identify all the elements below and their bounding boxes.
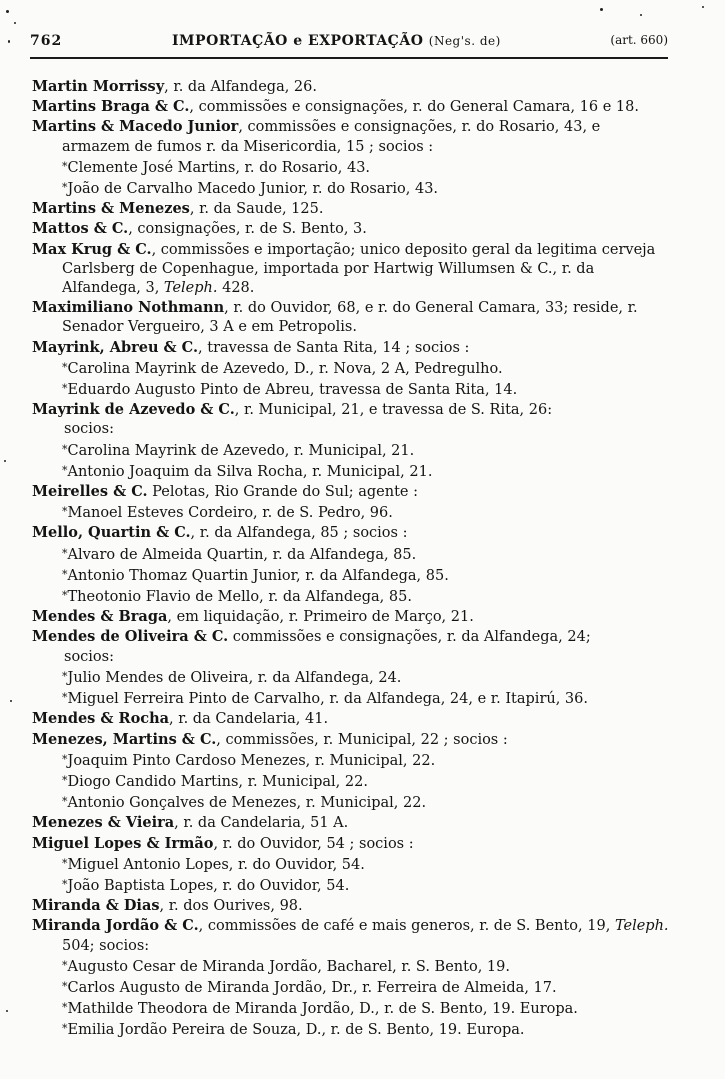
partner-text: Eduardo Augusto Pinto de Abreu, travessa de Santa Rita, 14. [67, 382, 518, 399]
partner-entry [32, 750, 672, 771]
firm-details: , em liquidação, r. Primeiro de Março, 21. [167, 609, 474, 626]
asterisk-mark: * [62, 856, 68, 870]
asterisk-mark: * [62, 382, 68, 396]
firm-entry [32, 813, 672, 833]
partner-entry [32, 792, 672, 813]
partner-text: Julio Mendes de Oliveira, r. da Alfandega, 24. [67, 669, 402, 686]
firm-entry [32, 834, 672, 854]
partner-entry [32, 977, 672, 998]
firm-entry [32, 523, 672, 543]
firm-name: Miguel Lopes & Irmão [32, 834, 214, 852]
firm-details: , travessa de Santa Rita, 14 ; socios : [198, 339, 470, 356]
firm-details: , r. do Ouvidor, 68, e r. do General Camara, 33; reside, r. Senador Vergueiro, 3 A e em Petropolis. [62, 300, 638, 336]
partner-entry [32, 586, 672, 607]
socios-text: socios: [64, 648, 114, 665]
firm-name: Mattos & C. [32, 220, 129, 238]
firm-name: Mendes & Braga [32, 608, 168, 626]
firm-details: , commissões e consignações, r. do General Camara, 16 e 18. [189, 99, 639, 116]
firm-name: Maximiliano Nothmann [32, 299, 225, 317]
firm-name: Martins & Menezes [32, 200, 190, 218]
firm-entry [32, 400, 672, 420]
asterisk-mark: * [62, 1022, 68, 1036]
partner-text: João de Carvalho Macedo Junior, r. do Rosario, 43. [67, 181, 439, 198]
partner-text: Joaquim Pinto Cardoso Menezes, r. Municipal, 22. [67, 752, 436, 769]
asterisk-mark: * [62, 159, 68, 173]
partner-entry [32, 956, 672, 977]
partner-entry [32, 667, 672, 688]
firm-entry [32, 77, 672, 97]
firm-entry [32, 896, 672, 916]
firm-entry [32, 117, 672, 156]
firm-details-tail: 428. [217, 280, 255, 297]
firm-name: Martin Morrissy [32, 78, 165, 95]
running-title-main: IMPORTAÇÃO e EXPORTAÇÃO [172, 33, 424, 49]
firm-details: , r. da Candelaria, 51 A. [174, 815, 349, 832]
firm-details: , r. da Alfandega, 26. [164, 79, 317, 95]
asterisk-mark: * [62, 442, 68, 456]
firm-entry [32, 219, 672, 239]
asterisk-mark: * [62, 958, 68, 972]
firm-name: Max Krug & C. [32, 240, 152, 258]
running-title [172, 33, 501, 49]
firm-name: Mendes & Rocha [32, 710, 170, 728]
partner-entry [32, 688, 672, 709]
partner-entry [32, 157, 672, 178]
firm-entry [32, 730, 672, 750]
asterisk-mark: * [62, 795, 68, 809]
telephone-label: Teleph. [614, 918, 669, 935]
partner-text: Carolina Mayrink de Azevedo, r. Municipal, 21. [67, 442, 415, 459]
firm-entry [32, 627, 672, 647]
partner-text: Miguel Ferreira Pinto de Carvalho, r. da Alfandega, 24, e r. Itapirú, 36. [67, 691, 588, 708]
asterisk-mark: * [62, 567, 68, 581]
firm-name: Mayrink, Abreu & C. [32, 338, 199, 356]
running-title-sub: (Neg's. de) [428, 34, 501, 48]
firm-entry [32, 97, 672, 117]
firm-name: Martins Braga & C. [32, 98, 190, 116]
partner-entry [32, 565, 672, 586]
asterisk-mark: * [62, 877, 68, 891]
partner-entry [32, 544, 672, 565]
firm-details: , r. do Ouvidor, 54 ; socios : [213, 835, 414, 852]
firm-name: Mayrink de Azevedo & C. [32, 401, 235, 419]
partner-text: Manoel Esteves Cordeiro, r. de S. Pedro, 96. [67, 505, 393, 522]
asterisk-mark: * [62, 752, 68, 766]
partner-text: Diogo Candido Martins, r. Municipal, 22. [67, 773, 368, 790]
partner-text: Carlos Augusto de Miranda Jordão, Dr., r. Ferreira de Almeida, 17. [67, 979, 557, 996]
partner-text: Mathilde Theodora de Miranda Jordão, D., r. de S. Bento, 19. Europa. [67, 1001, 578, 1018]
asterisk-mark: * [62, 505, 68, 519]
firm-name: Mendes de Oliveira & C. [32, 628, 229, 646]
firm-name: Menezes, Martins & C. [32, 730, 217, 748]
firm-entry [32, 709, 672, 729]
partner-entry [32, 998, 672, 1019]
firm-details: , consignações, r. de S. Bento, 3. [128, 221, 367, 238]
partner-entry [32, 178, 672, 199]
firm-details: , r. da Candelaria, 41. [169, 711, 329, 728]
firm-details: , r. da Saude, 125. [189, 201, 324, 218]
firm-details: , commissões de café e mais generos, r. de S. Bento, 19, [198, 918, 615, 935]
partner-entry [32, 854, 672, 875]
firm-details: , commissões, r. Municipal, 22 ; socios : [216, 731, 508, 748]
firm-details: , commissões e consignações, r. do Rosario, 43, e armazem de fumos r. da Misericordia, 15 ; socios : [62, 119, 601, 155]
firm-entry [32, 338, 672, 358]
asterisk-mark: * [62, 691, 68, 705]
firm-entry [32, 482, 672, 502]
partner-text: Antonio Gonçalves de Menezes, r. Municipal, 22. [67, 795, 427, 812]
socios-text: socios: [64, 421, 114, 438]
partner-entry [32, 1019, 672, 1040]
firm-details: commissões e consignações, r. da Alfandega, 24; [228, 629, 591, 646]
partner-entry [32, 875, 672, 896]
article-reference: (art. 660) [610, 33, 668, 47]
firm-entry [32, 916, 672, 955]
asterisk-mark: * [62, 463, 68, 477]
socios-label [32, 648, 672, 667]
firm-entry [32, 199, 672, 219]
asterisk-mark: * [62, 979, 68, 993]
header-rule [30, 57, 668, 59]
partner-entry [32, 379, 672, 400]
partner-text: Augusto Cesar de Miranda Jordão, Bacharel, r. S. Bento, 19. [67, 958, 510, 975]
firm-name: Miranda & Dias [32, 897, 160, 915]
partner-entry [32, 771, 672, 792]
partner-text: Clemente José Martins, r. do Rosario, 43. [67, 159, 371, 176]
partner-text: Alvaro de Almeida Quartin, r. da Alfandega, 85. [67, 546, 417, 563]
firm-name: Meirelles & C. [32, 483, 148, 501]
partner-entry [32, 440, 672, 461]
partner-text: Antonio Thomaz Quartin Junior, r. da Alfandega, 85. [67, 567, 449, 584]
firm-name: Menezes & Vieira [32, 814, 175, 832]
firm-details: , r. Municipal, 21, e travessa de S. Rita, 26: [234, 402, 553, 419]
partner-text: Miguel Antonio Lopes, r. do Ouvidor, 54. [67, 856, 365, 873]
firm-name: Mello, Quartin & C. [32, 524, 191, 542]
firm-details: , r. dos Ourives, 98. [159, 898, 303, 915]
directory-entries [32, 77, 672, 1041]
socios-label [32, 420, 672, 439]
partner-text: Carolina Mayrink de Azevedo, D., r. Nova, 2 A, Pedregulho. [67, 360, 503, 377]
asterisk-mark: * [62, 546, 68, 560]
firm-details: Pelotas, Rio Grande do Sul; agente : [147, 484, 419, 501]
asterisk-mark: * [62, 1001, 68, 1015]
asterisk-mark: * [62, 669, 68, 683]
firm-details: , r. da Alfandega, 85 ; socios : [190, 525, 408, 542]
partner-text: Emilia Jordão Pereira de Souza, D., r. de S. Bento, 19. Europa. [67, 1022, 525, 1039]
firm-name: Miranda Jordão & C. [32, 917, 199, 935]
partner-text: João Baptista Lopes, r. do Ouvidor, 54. [67, 877, 350, 894]
firm-entry [32, 298, 672, 337]
asterisk-mark: * [62, 181, 68, 195]
firm-details: , commissões e importação; unico deposito geral da legitima cerveja Carlsberg de Copenhague, importada por Hartwig Willumsen & C., r. da Alfandega, 3, [62, 241, 656, 297]
partner-entry [32, 461, 672, 482]
firm-entry [32, 607, 672, 627]
asterisk-mark: * [62, 773, 68, 787]
page-header [30, 33, 668, 55]
asterisk-mark: * [62, 360, 68, 374]
asterisk-mark: * [62, 589, 68, 603]
partner-text: Theotonio Flavio de Mello, r. da Alfandega, 85. [67, 589, 412, 606]
partner-entry [32, 502, 672, 523]
partner-entry [32, 358, 672, 379]
firm-details-tail: 504; socios: [62, 937, 150, 954]
page-number: 762 [30, 33, 63, 49]
firm-entry [32, 240, 672, 299]
firm-name: Martins & Macedo Junior [32, 118, 239, 136]
telephone-label: Teleph. [163, 280, 218, 297]
partner-text: Antonio Joaquim da Silva Rocha, r. Municipal, 21. [67, 463, 433, 480]
